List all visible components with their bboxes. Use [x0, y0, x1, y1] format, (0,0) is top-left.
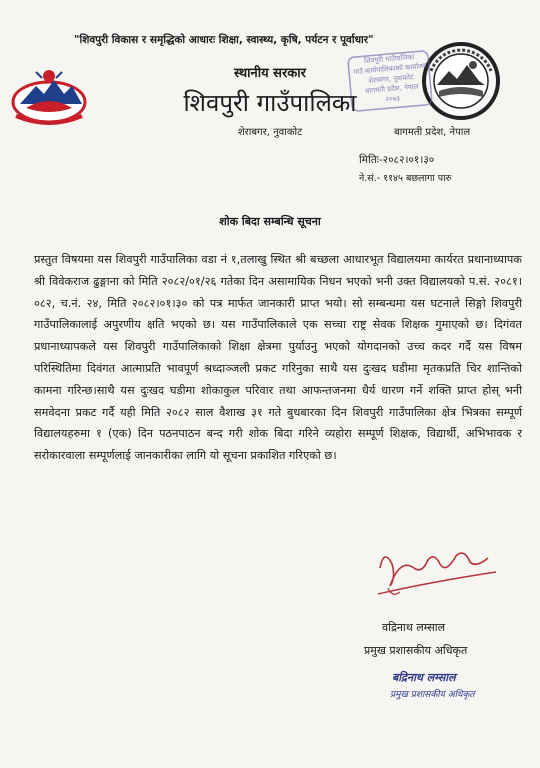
office-address: शेराबगर, नुवाकोट: [237, 127, 303, 138]
handwritten-signature: [370, 538, 500, 608]
local-government-heading: स्थानीय सरकार: [234, 66, 306, 81]
letter-date: मितिः-२०८२।०१।३०: [359, 154, 435, 166]
ink-stamp-name: बद्रिनाथ लम्साल: [392, 671, 456, 684]
municipality-name: शिवपुरी गाउँपालिका: [183, 89, 357, 117]
nepal-sambat-date: ने.सं.- ११४५ बछलागा पारु: [359, 173, 452, 184]
province-address: बागमती प्रदेश, नेपाल: [394, 127, 471, 138]
signatory-title: प्रमुख प्रशासकीय अधिकृत: [364, 644, 468, 657]
notice-body: प्रस्तुत विषयमा यस शिवपुरी गाउँपालिका वडा नं १,तलाखु स्थित श्री बच्छला आधारभूत विद्यालयमा कार्यरत प्रधानाध्यापक श्री विवेकराज ढुङ्गाना को मिति २०८२/०१/२६ गतेका दिन असामायिक निधन भएको भनी उक्त विद्यालयको प.सं. २०८१।०८२, च.नं. २४, मिति २०८२।०१।३० को पत्र मार्फत जानकारी प्राप्त भयो। सो सम्बन्धमा यस घटनाले सिङ्गो शिवपुरी गाउँपालिकालाई अपुरणीय क्षति भएको छ। यस गाउँपालिकाले एक सच्चा राष्ट्र सेवक शिक्षक गुमाएको छ। दिगंवत प्रधानाध्यापकले यस शिवपुरी गाउँपालिकाको शिक्षा क्षेत्रमा पुर्याउनु भएको योगदानको उच्च कदर गर्दै यस विषम परिस्थितिमा दिवंगत आत्माप्रति भावपूर्ण श्रध्दाञ्जली प्रकट गरिनुका साथै यस दुःखद घडीमा मृतकप्रति चिर शान्तिको कामना गरिन्छ।साथै यस दुःखद घडीमा शोकाकुल परिवार तथा आफन्तजनमा धैर्य धारण गर्ने शक्ति प्राप्त होस् भनी समवेदना प्रकट गर्दै यही मिति २०८२ साल वैशाख ३१ गते बुधबारका दिन शिवपुरी गाउँपालिका क्षेत्र भित्रका सम्पूर्ण विद्यालयहरुमा १ (एक) दिन पठनपाठन बन्द गरी शोक बिदा गरिने व्यहोरा सम्पूर्ण शिक्षक, विद्यार्थी, अभिभावक र सरोकारवाला सम्पूर्णलाई जानकारीका लागि यो सूचना प्रकाशित गरिएको छ।: [34, 253, 522, 463]
ink-stamp-title: प्रमुख प्रशासकीय अधिकृत: [390, 690, 475, 700]
notice-subject: शोक बिदा सम्बन्धि सूचना: [219, 215, 321, 228]
office-stamp-text: शिवपुरी गाउँपालिका गाउँ कार्यपालिकाको कार्यालय शेराबगर, नुवाकोट बागमती प्रदेश, नेपाल २०७३: [352, 52, 428, 104]
signatory-name: वद्रिनाथ लम्साल: [382, 621, 446, 634]
municipality-motto: "शिवपुरी विकास र समृद्धिको आधारः शिक्षा, स्वास्थ्य, कृषि, पर्यटन र पूर्वाधार": [74, 34, 374, 46]
